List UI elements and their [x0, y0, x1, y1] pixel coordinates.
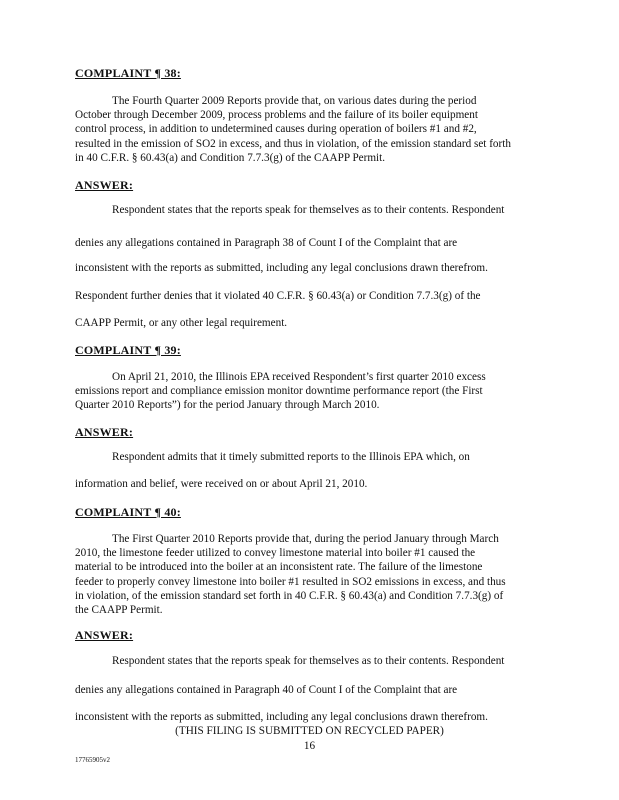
answer-40-heading: ANSWER:: [75, 628, 134, 642]
recycled-paper-notice: (THIS FILING IS SUBMITTED ON RECYCLED PAPER): [175, 725, 444, 737]
complaint-40-heading: COMPLAINT ¶ 40:: [75, 505, 181, 519]
text-line: the CAAPP Permit.: [75, 604, 163, 617]
text-line: resulted in the emission of SO2 in excess, and thus in violation, of the emission standard set forth: [75, 137, 511, 150]
text-line: Respondent states that the reports speak for themselves as to their contents. Respondent: [112, 204, 505, 216]
text-line: 2010, the limestone feeder utilized to convey limestone material into boiler #1 caused the: [75, 547, 476, 560]
text-line: Respondent further denies that it violated 40 C.F.R. § 60.43(a) or Condition 7.7.3(g) of the: [75, 290, 481, 302]
text-line: in violation, of the emission standard set forth in 40 C.F.R. § 60.43(a) and Condition 7.7.3(g) of: [75, 589, 504, 602]
text-line: material to be introduced into the boiler at an inconsistent rate. The failure of the limestone: [75, 561, 483, 574]
text-line: CAAPP Permit, or any other legal requirement.: [75, 317, 288, 329]
text-line: denies any allegations contained in Paragraph 38 of Count I of the Complaint that are: [75, 237, 458, 249]
complaint-39-heading: COMPLAINT ¶ 39:: [75, 343, 181, 357]
text-line: in 40 C.F.R. § 60.43(a) and Condition 7.7.3(g) of the CAAPP Permit.: [75, 151, 386, 164]
text-line: On April 21, 2010, the Illinois EPA received Respondent’s first quarter 2010 excess: [112, 371, 486, 383]
text-line: denies any allegations contained in Paragraph 40 of Count I of the Complaint that are: [75, 684, 458, 696]
page-number: 16: [303, 740, 316, 752]
complaint-38-paragraph: [75, 94, 543, 165]
document-id: 17765905v2: [75, 756, 110, 764]
text-line: The First Quarter 2010 Reports provide that, during the period January through March: [112, 533, 499, 545]
text-line: information and belief, were received on or about April 21, 2010.: [75, 478, 368, 490]
text-line: inconsistent with the reports as submitted, including any legal conclusions drawn therefrom.: [75, 711, 488, 723]
complaint-39-paragraph: [75, 370, 543, 413]
text-line: emissions report and compliance emission monitor downtime performance report (the First: [75, 385, 483, 398]
answer-39-heading: ANSWER:: [75, 425, 134, 439]
text-line: Quarter 2010 Reports”) for the period January through March 2010.: [75, 399, 380, 412]
answer-38-heading: ANSWER:: [75, 178, 134, 192]
complaint-38-heading: COMPLAINT ¶ 38:: [75, 66, 181, 80]
text-line: Respondent admits that it timely submitted reports to the Illinois EPA which, on: [112, 451, 470, 463]
text-line: Respondent states that the reports speak for themselves as to their contents. Respondent: [112, 655, 505, 667]
text-line: inconsistent with the reports as submitted, including any legal conclusions drawn therefrom.: [75, 262, 488, 274]
text-line: October through December 2009, process problems and the failure of its boiler equipment: [75, 109, 478, 122]
text-line: feeder to properly convey limestone into boiler #1 resulted in SO2 emissions in excess, and thus: [75, 575, 506, 588]
text-line: control process, in addition to undetermined causes during operation of boilers #1 and #2,: [75, 123, 477, 136]
text-line: The Fourth Quarter 2009 Reports provide that, on various dates during the period: [112, 95, 477, 107]
complaint-40-paragraph: [75, 532, 543, 617]
